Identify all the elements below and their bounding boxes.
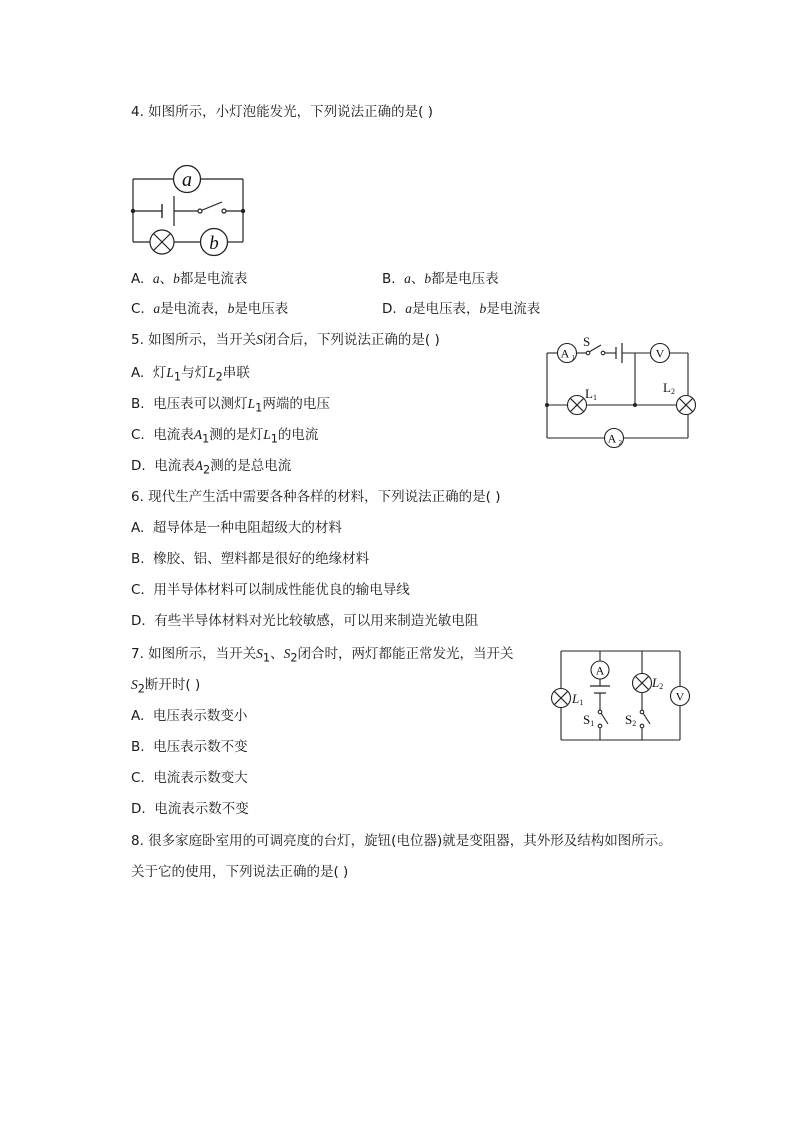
q7-stem-line1: 7. 如图所示，当开关$S_1$、$S_2$闭合时，两灯都能正常发光，当开关: [131, 646, 514, 665]
q7-option-a[interactable]: A. 电压表示数变小: [131, 708, 248, 724]
q6-option-c[interactable]: C. 用半导体材料可以制成性能优良的输电导线: [131, 582, 410, 598]
switch-s2-label: S2: [625, 712, 637, 728]
q4-option-b[interactable]: B. a、b都是电压表: [382, 271, 499, 287]
lamp-l2-label: L2: [663, 380, 675, 396]
ammeter-a: [591, 661, 609, 679]
q6-option-b[interactable]: B. 橡胶、铝、塑料都是很好的绝缘材料: [131, 551, 370, 567]
switch-s-label: S: [583, 334, 591, 349]
q7-option-c[interactable]: C. 电流表示数变大: [131, 770, 248, 786]
q7-option-d[interactable]: D. 电流表示数不变: [131, 801, 249, 817]
lamp-l1-label: L1: [572, 691, 584, 707]
q4-option-d[interactable]: D. a是电压表，b是电流表: [382, 301, 541, 317]
switch-s2: [640, 710, 650, 728]
q7-stem-line2: $S_2$断开时( ): [131, 677, 201, 696]
lamp-l1-label: L1: [585, 386, 597, 402]
switch-s1: [598, 710, 608, 728]
svg-text:2: 2: [618, 439, 622, 447]
q5-option-a[interactable]: A. 灯$L_1$与灯$L_2$串联: [131, 365, 250, 384]
q5-stem: 5. 如图所示，当开关S闭合后，下列说法正确的是( ): [131, 332, 440, 348]
svg-text:A: A: [560, 346, 570, 361]
q5-option-c[interactable]: C. 电流表$A_1$测的是灯$L_1$的电流: [131, 427, 319, 446]
svg-text:V: V: [675, 689, 685, 704]
q6-option-d[interactable]: D. 有些半导体材料对光比较敏感，可以用来制造光敏电阻: [131, 613, 479, 629]
battery-symbol: [590, 686, 610, 693]
lamp-l1: [552, 689, 571, 708]
switch-s1-label: S1: [583, 712, 595, 728]
svg-text:b: b: [209, 233, 219, 254]
q4-option-a[interactable]: A. a、b都是电流表: [131, 271, 248, 287]
q6-option-a[interactable]: A. 超导体是一种电阻超级大的材料: [131, 520, 342, 536]
q8-stem-line2: 关于它的使用，下列说法正确的是( ): [131, 864, 349, 880]
svg-text:a: a: [182, 169, 192, 191]
voltmeter-v: [671, 687, 690, 706]
svg-text:V: V: [655, 346, 665, 361]
svg-text:1: 1: [571, 354, 575, 362]
q4-option-c[interactable]: C. a是电流表，b是电压表: [131, 301, 289, 317]
svg-text:A: A: [595, 663, 605, 678]
lamp-l2: [633, 674, 652, 693]
q5-option-d[interactable]: D. 电流表$A_2$测的是总电流: [131, 458, 292, 477]
lamp-l2-label: L2: [652, 675, 664, 691]
q4-stem: 4. 如图所示，小灯泡能发光，下列说法正确的是( ): [131, 104, 433, 120]
svg-text:A: A: [607, 431, 617, 446]
q7-option-b[interactable]: B. 电压表示数不变: [131, 739, 248, 755]
q6-stem: 6. 现代生产生活中需要各种各样的材料，下列说法正确的是( ): [131, 489, 501, 505]
q5-option-b[interactable]: B. 电压表可以测灯$L_1$两端的电压: [131, 396, 330, 415]
q8-stem-line1: 8. 很多家庭卧室用的可调亮度的台灯，旋钮(电位器)就是变阻器，其外形及结构如图所示。: [131, 833, 672, 849]
